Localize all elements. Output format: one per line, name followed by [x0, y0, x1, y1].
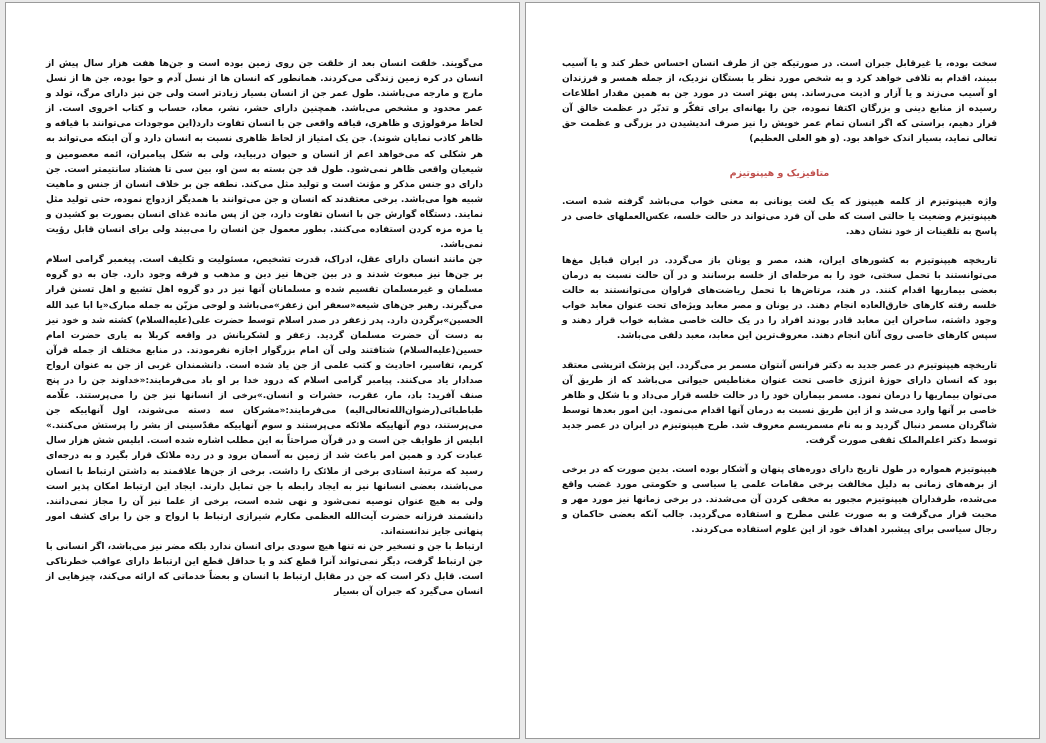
- paragraph: سخت بوده، یا غیرقابل جبران است. در صورتیکه جن از طرف انسان احساس خطر کند و یا آسیب ببیند، اقدام به تلافی خواهد کرد و به شخص مورد نظر یا بستگان نزدیک، از جمله همسر و فرزندان او آسیب می‌زند و یا آزار و اذیت می‌رساند. پس بهتر است در مورد جن به همین مقدار اطلاعات رسیده از منابع دینی و بزرگان اکتفا نموده، جن را بهانه‌ای برای تفکّر و تدبّر در عظمت خالق آن قرار دهیم، براستی که اگر انسان تمام عمر خویش را نیز صرف اندیشیدن در بزرگی و عظمت حق تعالی نماید، بسیار اندک خواهد بود. (و هو العلی العظیم): [562, 59, 997, 145]
- paragraph: واژه هیپنوتیزم از کلمه هیپنوز که یک لغت یونانی به معنی خواب می‌باشد گرفته شده است. هیپنوتیزم وضعیت یا حالتی است که طی آن فرد می‌تواند در حالت خلسه، عکس‌العملهای خاصی در پاسخ به تلقینات از خود نشان دهد.: [562, 196, 997, 237]
- page-text-column: [46, 57, 483, 600]
- paragraph: تاریخچه هیپنوتیزم در عصر جدید به دکتر فرانس آنتوان مسمر بر می‌گردد. این پزشک اتریشی معتقد بود که انسان دارای حوزهٔ انرژی خاصی تحت عنوان مغناطیس حیوانی می‌باشد که از طریق آن می‌توان بیماریها را درمان نمود. مسمر بیماران خود را در حالت خلسه قرار می‌داد و با شکل و ظاهر خاصی بر آنها وارد می‌شد و از این طریق نسبت به درمان آنها اقدام می‌نمود. این امور بعدها توسط شاگردان مسمر دنبال گردید و به نام مسمریسم معروف شد. طرح هیپنوتیزم در ایران در عصر جدید توسط دکتر اعلم‌الملک ثقفی صورت گرفت.: [562, 360, 997, 446]
- paragraph: هیپنوتیزم همواره در طول تاریخ دارای دوره‌های پنهان و آشکار بوده است. بدین صورت که در برخی از برهه‌های زمانی به دلیل مخالفت برخی مقامات علمی یا سیاسی و حکومتی مورد غضب واقع می‌شده، طرفداران هیپنوتیزم مجبور به مخفی کردن آن می‌شدند. در برخی زمانها نیز مورد مهر و محبت قرار می‌گرفت و به صورت علنی مطرح و استفاده می‌گردید. جالب آنکه بعضی حاکمان و رجال سیاسی برای پیشبرد اهداف خود از این علوم استفاده می‌کردند.: [562, 465, 997, 536]
- paragraph: جن مانند انسان دارای عقل، ادراک، قدرت تشخیص، مسئولیت و تکلیف است. پیغمبر گرامی اسلام بر جن‌ها نیز مبعوث شدند و در بین جن‌ها نیز دین و مذهب و فرقه وجود دارد. جان به دو گروه مسلمان و غیرمسلمان تقسیم شده و مسلمانان آنها نیز در دو گروه اهل تشیع و اهل تسنن قرار می‌گیرند. رهبر جن‌های شیعه«سعفر ابن زعفر»می‌باشد و لوحی مزیّن به جمله مبارک«یا ابا عبد الله الحسین»برگردن دارد. پدر زعفر در صدر اسلام توسط حضرت علی(علیه‌السلام) کشته شد و خود نیز به دست آن حضرت مسلمان گردید. زعفر و لشکریانش در واقعه کربلا به یاری حضرت امام حسین(علیه‌السلام) شتافتند ولی آن امام بزرگوار اجازه نفرمودند. در منابع مختلف از جمله قرآن کریم، تفاسیر، احادیث و کتب علمی از جن یاد شده است. دانشمندان غربی از جن به عنوان ارواح صدادار یاد می‌کنند. پیامبر گرامی اسلام که درود خدا بر او باد می‌فرمایند:«خداوند جن را در پنج صنف آفرید: باد، مار، عقرب، حشرات و انسان.»برخی از انسانها نیز جن را می‌پرستند. علّامه طباطبائی(رضوان‌الله‌تعالی‌الیه) می‌فرمایند:«مشرکان سه دسته می‌شوند، اول آنهاییکه جن می‌پرستند، دوم آنهاییکه ملائکه می‌پرستند و سوم آنهاییکه مقدّسینی از بشر را پرستش می‌کنند.» ابلیس از طوایف جن است و در قرآن صراحتاً به این مطلب اشاره شده است. ابلیس شش هزار سال عبادت کرد و همین امر باعث شد از زمین به آسمان برود و در رده ملائک قرار بگیرد و به درجه‌ای رسید که مرتبهٔ استادی برخی از ملائک را داشت. برخی از جن‌ها علاقمند به داشتن ارتباط با انسان می‌باشند، بعضی انسانها نیز به ایجاد رابطه با جن تمایل دارند. ایجاد این ارتباط امکان پذیر است ولی به هیچ عنوان توصیه نمی‌شود و نهی شده است، برخی از علما نیز آن را مجاز نمی‌دانند. دانشمند فرزانه حضرت آیت‌الله العظمی مکارم شیرازی ارتباط با ارواح و جن را برای کشف امور پنهانی جایز ندانسته‌اند.: [46, 255, 483, 537]
- document-page-right: [525, 2, 1040, 739]
- paragraph: می‌گویند. خلقت انسان بعد از خلقت جن روی زمین بوده است و جن‌ها هفت هزار سال پیش از انسان در کره زمین زندگی می‌کردند. همانطور که انسان ها از نسل آدم و حوا بوده، جن ها از نسل مارج و مارجه می‌باشند. طول عمر جن از انسان بسیار زیادتر است ولی جن نیز دارای مرگ، تولد و عمر محدود و مشخص می‌باشد. همچنین دارای حشر، نشر، معاد، حساب و کتاب اخروی است. از لحاظ مرفولوژی و ظاهری، قیافه واقعی جن با انسان تفاوت دارد(این موجودات می‌توانند با قیافه و ظاهر کاذب نمایان شوند). جن یک امتیاز از لحاظ ظاهری نسبت به انسان دارد و آن اینکه می‌تواند به هر شکلی که می‌خواهد اعم از انسان و حیوان دربیاید، ولی به شکل پیامبران، ائمه معصومین و شیعیان واقعی ظاهر نمی‌شود. طول قد جن بسته به سن او، بین سی تا هشتاد سانتیمتر است. جن دارای دو جنس مذکر و مؤنث است و تولید مثل می‌کند. نطفه جن بر خلاف انسان از جنس و ماهیت شبیه هوا می‌باشد. برخی معتقدند که انسان و جن می‌توانند با همدیگر ازدواج نموده، حتی تولید مثل نمایند. دستگاه گوارش جن با انسان تفاوت دارد، جن از پس مانده غذای انسان بصورت بو کشیدن و یا مزه مزه کردن استفاده می‌کنند. بطور معمول جن انسان را می‌بیند ولی برای انسان قابل رؤیت نمی‌باشد.: [46, 59, 483, 251]
- document-page-left: [5, 2, 520, 739]
- paragraph: ارتباط با جن و تسخیر جن نه تنها هیچ سودی برای انسان ندارد بلکه مضر نیز می‌باشد، اگر انسانی با جن ارتباط گرفت، دیگر نمی‌تواند آنرا قطع کند و یا حداقل قطع این ارتباط دارای عواقب خطرناکی است. قابل ذکر است که جن در مقابل ارتباط با انسان و بعضاً خدماتی که ارائه می‌کند، چیزهایی از انسان می‌گیرد که جبران آن بسیار: [46, 542, 483, 598]
- paragraph: تاریخچه هیپنوتیزم به کشورهای ایران، هند، مصر و یونان باز می‌گردد. در ایران قبایل مغ‌ها می‌توانستند با تحمل سختی، خود را به مرحله‌ای از خلسه برسانند و در آن حالت نسبت به درمان بعضی بیماریها اقدام کنند. در هند، مرتاض‌ها با تحمل ریاضت‌های فراوان می‌توانستند به حالت خلسه رفته کارهای خارق‌العاده انجام دهند. در یونان و مصر معابد ویژه‌ای تحت عنوان معابد خواب وجود داشته، ساحران این معابد قادر بودند افراد را در یک حالت خاصی مشابه خواب قرار دهند و سپس کارهای خاصی روی آنان انجام دهند. معروف‌ترین این معابد، معبد دلفی می‌باشد.: [562, 255, 997, 342]
- section-heading: متافیزیک و هیپنوتیزم: [729, 167, 830, 179]
- page-text-column: [562, 57, 997, 553]
